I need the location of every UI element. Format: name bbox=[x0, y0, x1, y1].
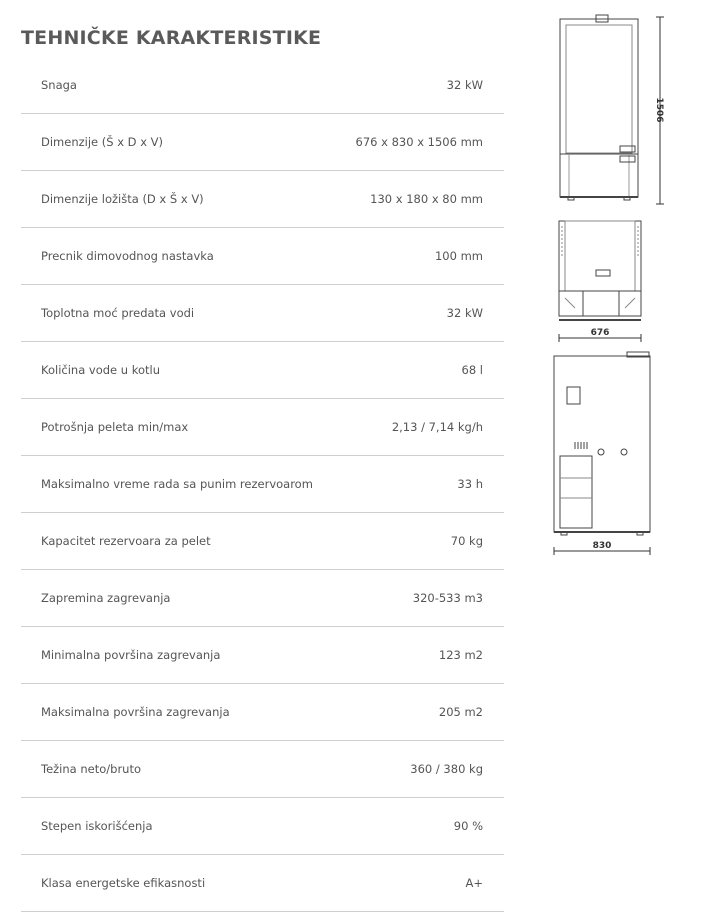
spec-value: A+ bbox=[465, 876, 483, 890]
spec-label: Kapacitet rezervoara za pelet bbox=[41, 534, 211, 548]
spec-value: 32 kW bbox=[446, 78, 483, 92]
spec-table bbox=[21, 57, 504, 912]
width-label: 676 bbox=[590, 328, 610, 338]
spec-value: 360 / 380 kg bbox=[410, 762, 483, 776]
side-view-drawing bbox=[554, 352, 650, 535]
spec-row bbox=[21, 741, 504, 798]
spec-row bbox=[21, 855, 504, 912]
spec-value: 320-533 m3 bbox=[412, 591, 483, 605]
height-label: 1506 bbox=[654, 97, 664, 123]
spec-label: Klasa energetske efikasnosti bbox=[41, 876, 206, 890]
spec-label: Zapremina zagrevanja bbox=[41, 591, 171, 605]
spec-value: 2,13 / 7,14 kg/h bbox=[391, 420, 483, 434]
spec-label: Maksimalno vreme rada sa punim rezervoarom bbox=[41, 477, 313, 491]
spec-label: Maksimalna površina zagrevanja bbox=[41, 705, 230, 719]
spec-row bbox=[21, 228, 504, 285]
spec-label: Težina neto/bruto bbox=[41, 762, 142, 776]
spec-row bbox=[21, 456, 504, 513]
spec-value: 100 mm bbox=[434, 249, 483, 263]
spec-value: 68 l bbox=[461, 363, 483, 377]
spec-value: 32 kW bbox=[446, 306, 483, 320]
spec-row bbox=[21, 399, 504, 456]
page-title: TEHNIČKE KARAKTERISTIKE bbox=[21, 27, 322, 49]
spec-value: 130 x 180 x 80 mm bbox=[370, 192, 483, 206]
depth-label: 830 bbox=[592, 541, 612, 551]
spec-row bbox=[21, 342, 504, 399]
spec-label: Precnik dimovodnog nastavka bbox=[41, 249, 214, 263]
spec-value: 123 m2 bbox=[438, 648, 483, 662]
spec-label: Minimalna površina zagrevanja bbox=[41, 648, 221, 662]
spec-value: 33 h bbox=[457, 477, 483, 491]
spec-label: Dimenzije (Š x D x V) bbox=[41, 135, 164, 149]
boiler-technical-drawings bbox=[545, 8, 675, 568]
spec-value: 205 m2 bbox=[438, 705, 483, 719]
spec-row bbox=[21, 57, 504, 114]
front-view-drawing bbox=[560, 15, 638, 200]
spec-row bbox=[21, 798, 504, 855]
spec-row bbox=[21, 627, 504, 684]
spec-value: 90 % bbox=[453, 819, 483, 833]
spec-row bbox=[21, 513, 504, 570]
spec-label: Količina vode u kotlu bbox=[41, 363, 160, 377]
spec-label: Potrošnja peleta min/max bbox=[41, 420, 189, 434]
spec-row bbox=[21, 171, 504, 228]
spec-label: Toplotna moć predata vodi bbox=[41, 306, 195, 320]
spec-row bbox=[21, 570, 504, 627]
spec-row bbox=[21, 684, 504, 741]
spec-label: Snaga bbox=[41, 78, 77, 92]
spec-label: Dimenzije ložišta (D x Š x V) bbox=[41, 192, 204, 206]
spec-value: 676 x 830 x 1506 mm bbox=[355, 135, 483, 149]
top-view-drawing bbox=[559, 221, 641, 320]
spec-row bbox=[21, 285, 504, 342]
spec-label: Stepen iskorišćenja bbox=[41, 819, 153, 833]
spec-value: 70 kg bbox=[450, 534, 483, 548]
spec-row bbox=[21, 114, 504, 171]
